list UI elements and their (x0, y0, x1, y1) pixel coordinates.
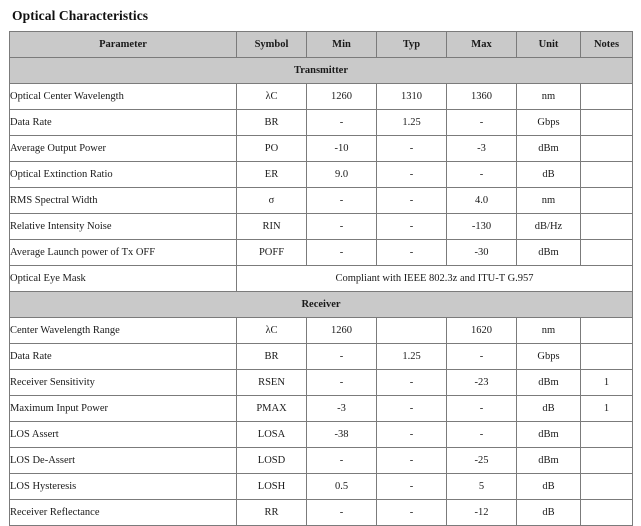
cell-unit: nm (517, 84, 581, 110)
cell-min: 1260 (307, 318, 377, 344)
column-header-typ: Typ (377, 32, 447, 58)
cell-symbol: LOSH (237, 474, 307, 500)
cell-typ: 1.25 (377, 344, 447, 370)
table-row (10, 214, 633, 240)
cell-notes: 1 (581, 370, 633, 396)
cell-parameter: Data Rate (10, 344, 237, 370)
cell-notes (581, 422, 633, 448)
cell-unit: dBm (517, 448, 581, 474)
table-row (10, 84, 633, 110)
cell-min: -10 (307, 136, 377, 162)
cell-min: - (307, 344, 377, 370)
cell-parameter: LOS Hysteresis (10, 474, 237, 500)
cell-max: - (447, 396, 517, 422)
cell-typ: - (377, 448, 447, 474)
cell-max: 1360 (447, 84, 517, 110)
cell-min: 1260 (307, 84, 377, 110)
cell-symbol: RR (237, 500, 307, 526)
cell-typ: - (377, 214, 447, 240)
cell-max: - (447, 110, 517, 136)
cell-notes (581, 84, 633, 110)
cell-typ: - (377, 136, 447, 162)
cell-unit: Gbps (517, 110, 581, 136)
table-row (10, 136, 633, 162)
cell-notes (581, 318, 633, 344)
cell-notes (581, 448, 633, 474)
cell-max: -30 (447, 240, 517, 266)
table-row (10, 318, 633, 344)
column-header-min: Min (307, 32, 377, 58)
cell-eye-mask-value: Compliant with IEEE 802.3z and ITU-T G.957 (237, 266, 633, 292)
cell-typ: - (377, 370, 447, 396)
table-row (10, 188, 633, 214)
cell-symbol: BR (237, 110, 307, 136)
cell-min: -3 (307, 396, 377, 422)
table-row (10, 396, 633, 422)
section-label-receiver: Receiver (10, 292, 633, 318)
cell-max: - (447, 162, 517, 188)
cell-symbol: PMAX (237, 396, 307, 422)
cell-max: -12 (447, 500, 517, 526)
table-row (10, 162, 633, 188)
section-header-row (10, 292, 633, 318)
cell-unit: dBm (517, 422, 581, 448)
cell-symbol: RSEN (237, 370, 307, 396)
cell-max: 1620 (447, 318, 517, 344)
cell-symbol: LOSD (237, 448, 307, 474)
cell-unit: nm (517, 188, 581, 214)
cell-notes (581, 344, 633, 370)
table-row (10, 266, 633, 292)
cell-symbol: λC (237, 318, 307, 344)
cell-parameter: Optical Eye Mask (10, 266, 237, 292)
cell-parameter: Maximum Input Power (10, 396, 237, 422)
cell-unit: dB/Hz (517, 214, 581, 240)
table-row (10, 474, 633, 500)
cell-notes (581, 214, 633, 240)
cell-typ: - (377, 188, 447, 214)
cell-notes (581, 110, 633, 136)
page-title: Optical Characteristics (12, 8, 149, 23)
cell-parameter: RMS Spectral Width (10, 188, 237, 214)
cell-symbol: RIN (237, 214, 307, 240)
table-row (10, 110, 633, 136)
cell-parameter: Data Rate (10, 110, 237, 136)
cell-notes (581, 162, 633, 188)
cell-min: - (307, 448, 377, 474)
table-row (10, 370, 633, 396)
table-row (10, 344, 633, 370)
cell-unit: nm (517, 318, 581, 344)
cell-symbol: PO (237, 136, 307, 162)
cell-unit: dB (517, 162, 581, 188)
cell-min: 0.5 (307, 474, 377, 500)
column-header-symbol: Symbol (237, 32, 307, 58)
column-header-notes: Notes (581, 32, 633, 58)
cell-min: - (307, 110, 377, 136)
section-label-transmitter: Transmitter (10, 58, 633, 84)
cell-min: - (307, 188, 377, 214)
cell-max: 4.0 (447, 188, 517, 214)
cell-typ: 1310 (377, 84, 447, 110)
cell-notes (581, 474, 633, 500)
cell-unit: dBm (517, 370, 581, 396)
cell-unit: dB (517, 396, 581, 422)
cell-notes (581, 240, 633, 266)
table-row (10, 448, 633, 474)
cell-notes (581, 188, 633, 214)
cell-symbol: σ (237, 188, 307, 214)
cell-max: 5 (447, 474, 517, 500)
table-row (10, 240, 633, 266)
section-header-row (10, 58, 633, 84)
optical-characteristics-table (9, 31, 633, 526)
cell-min: 9.0 (307, 162, 377, 188)
cell-typ: - (377, 240, 447, 266)
table-row (10, 500, 633, 526)
cell-symbol: ER (237, 162, 307, 188)
cell-parameter: Optical Extinction Ratio (10, 162, 237, 188)
cell-max: -130 (447, 214, 517, 240)
cell-parameter: Center Wavelength Range (10, 318, 237, 344)
cell-parameter: Relative Intensity Noise (10, 214, 237, 240)
cell-parameter: LOS Assert (10, 422, 237, 448)
cell-symbol: LOSA (237, 422, 307, 448)
cell-unit: dB (517, 474, 581, 500)
table-row (10, 422, 633, 448)
cell-min: - (307, 500, 377, 526)
cell-notes (581, 136, 633, 162)
table-header-row (10, 32, 633, 58)
column-header-parameter: Parameter (10, 32, 237, 58)
cell-parameter: Optical Center Wavelength (10, 84, 237, 110)
column-header-max: Max (447, 32, 517, 58)
cell-parameter: Average Launch power of Tx OFF (10, 240, 237, 266)
cell-symbol: POFF (237, 240, 307, 266)
cell-parameter: Receiver Sensitivity (10, 370, 237, 396)
cell-min: - (307, 214, 377, 240)
cell-symbol: λC (237, 84, 307, 110)
cell-unit: dB (517, 500, 581, 526)
cell-notes (581, 500, 633, 526)
cell-max: -3 (447, 136, 517, 162)
cell-typ (377, 318, 447, 344)
cell-parameter: Average Output Power (10, 136, 237, 162)
cell-typ: - (377, 396, 447, 422)
cell-parameter: Receiver Reflectance (10, 500, 237, 526)
cell-parameter: LOS De-Assert (10, 448, 237, 474)
cell-min: -38 (307, 422, 377, 448)
column-header-unit: Unit (517, 32, 581, 58)
cell-typ: - (377, 474, 447, 500)
cell-unit: dBm (517, 240, 581, 266)
cell-min: - (307, 370, 377, 396)
cell-symbol: BR (237, 344, 307, 370)
cell-max: -25 (447, 448, 517, 474)
cell-max: -23 (447, 370, 517, 396)
cell-notes: 1 (581, 396, 633, 422)
cell-unit: Gbps (517, 344, 581, 370)
cell-typ: - (377, 500, 447, 526)
cell-max: - (447, 422, 517, 448)
cell-typ: - (377, 422, 447, 448)
cell-unit: dBm (517, 136, 581, 162)
cell-typ: - (377, 162, 447, 188)
cell-typ: 1.25 (377, 110, 447, 136)
cell-max: - (447, 344, 517, 370)
cell-min: - (307, 240, 377, 266)
